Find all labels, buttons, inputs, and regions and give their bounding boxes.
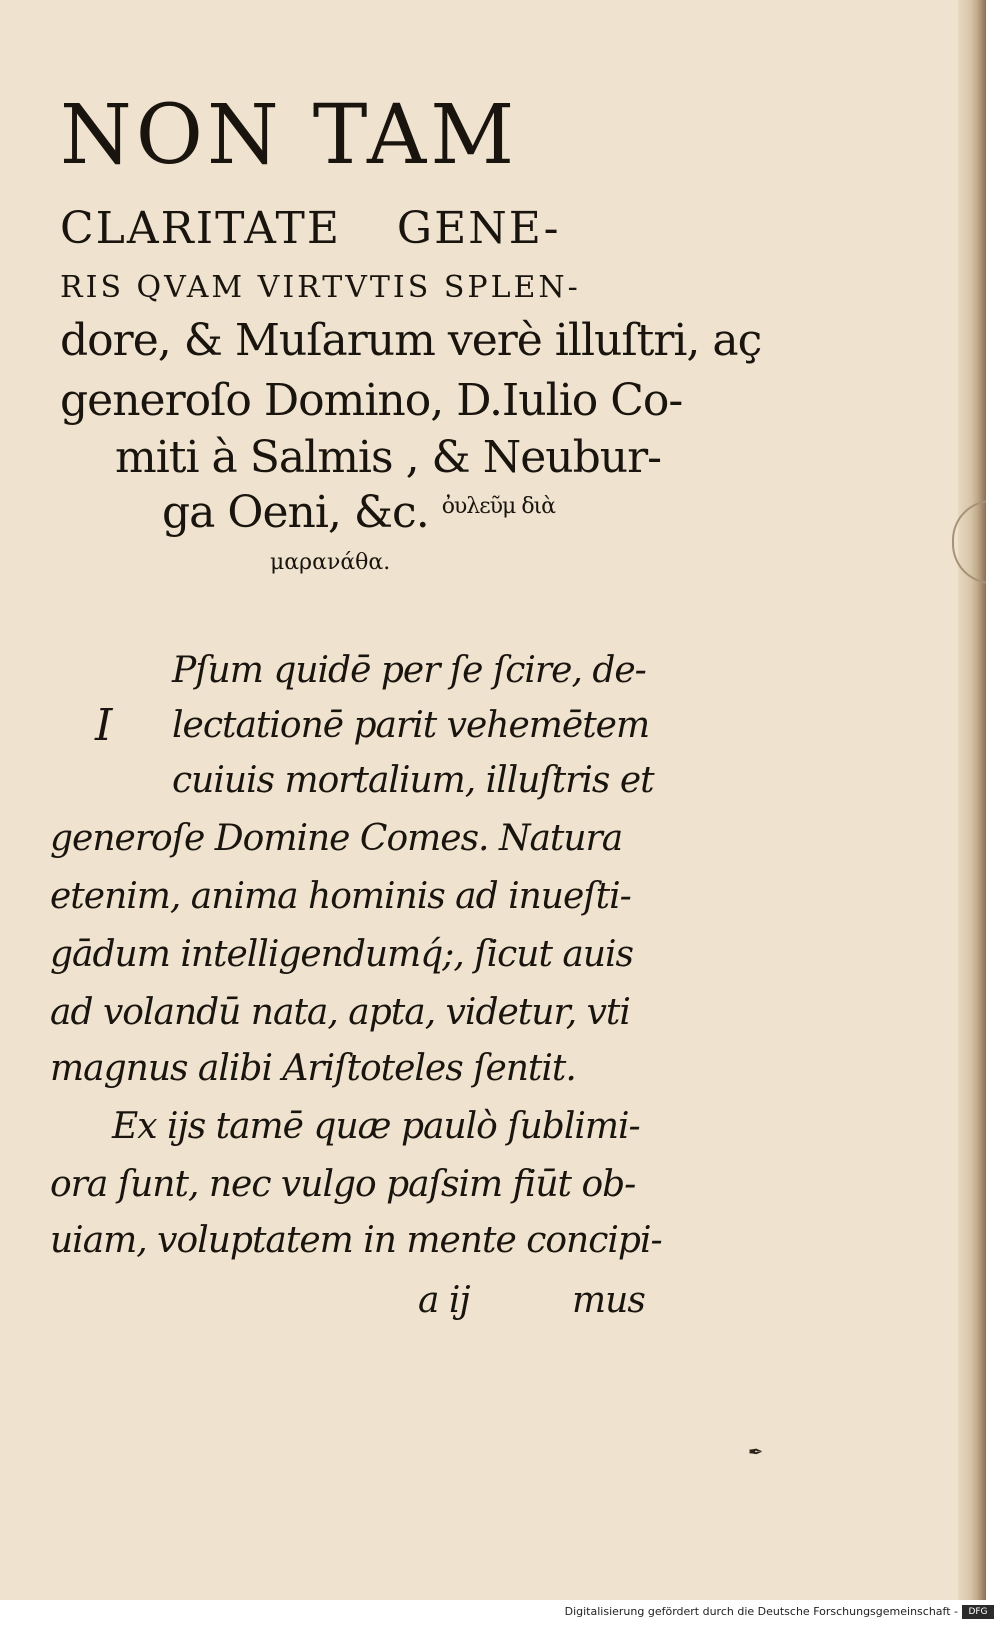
footer-credit: Digitalisierung gefördert durch die Deutsche Forschungsgemeinschaft -	[564, 1605, 958, 1618]
body-line: generoſe Domine Comes. Natura	[50, 818, 623, 859]
body-line: cuiuis mortalium, illuſtris et	[172, 760, 654, 801]
heading-line-2: CLARITATE GENE-	[60, 203, 561, 254]
body-line: ad volandū nata, apta, videtur, vti	[50, 992, 630, 1033]
heading-line-1: NON TAM	[60, 88, 519, 183]
page-edge	[958, 0, 986, 1600]
heading-line-4: dore, & Muſarum verè illuſtri, aç	[60, 315, 762, 366]
heading-line-5: generoſo Domino, D.Iulio Co-	[60, 375, 683, 426]
ink-mark: ✒	[748, 1442, 764, 1463]
signature-mark: a ij	[418, 1280, 470, 1321]
heading-line-6: miti à Salmis , & Neubur-	[115, 432, 661, 483]
heading-line-3: RIS QVAM VIRTVTIS SPLEN-	[60, 270, 581, 305]
body-line: gādum intelligendumq́;, ſicut auis	[50, 934, 634, 975]
drop-capital: I	[95, 700, 113, 751]
dfg-logo-icon: DFG	[962, 1605, 994, 1619]
body-line: uiam, voluptatem in mente concipi-	[50, 1220, 662, 1261]
heading-line-7-text: ga Oeni, &c.	[162, 487, 429, 538]
heading-line-7-greek: ὀυλεῦμ διὰ	[441, 494, 556, 519]
heading-line-7	[162, 487, 802, 538]
body-line: etenim, anima hominis ad inueſti-	[50, 876, 631, 917]
heading-line-8: μαρανάθα.	[270, 550, 391, 575]
body-line: magnus alibi Ariſtoteles ſentit.	[50, 1048, 576, 1089]
body-line: Pſum quidē per ſe ſcire, de-	[172, 650, 646, 691]
catchword: mus	[572, 1280, 645, 1321]
body-line: lectationē parit vehemētem	[172, 705, 650, 746]
body-line: Ex ijs tamē quæ paulò ſublimi-	[112, 1106, 640, 1147]
body-line: ora ſunt, nec vulgo paſsim fiūt ob-	[50, 1164, 636, 1205]
